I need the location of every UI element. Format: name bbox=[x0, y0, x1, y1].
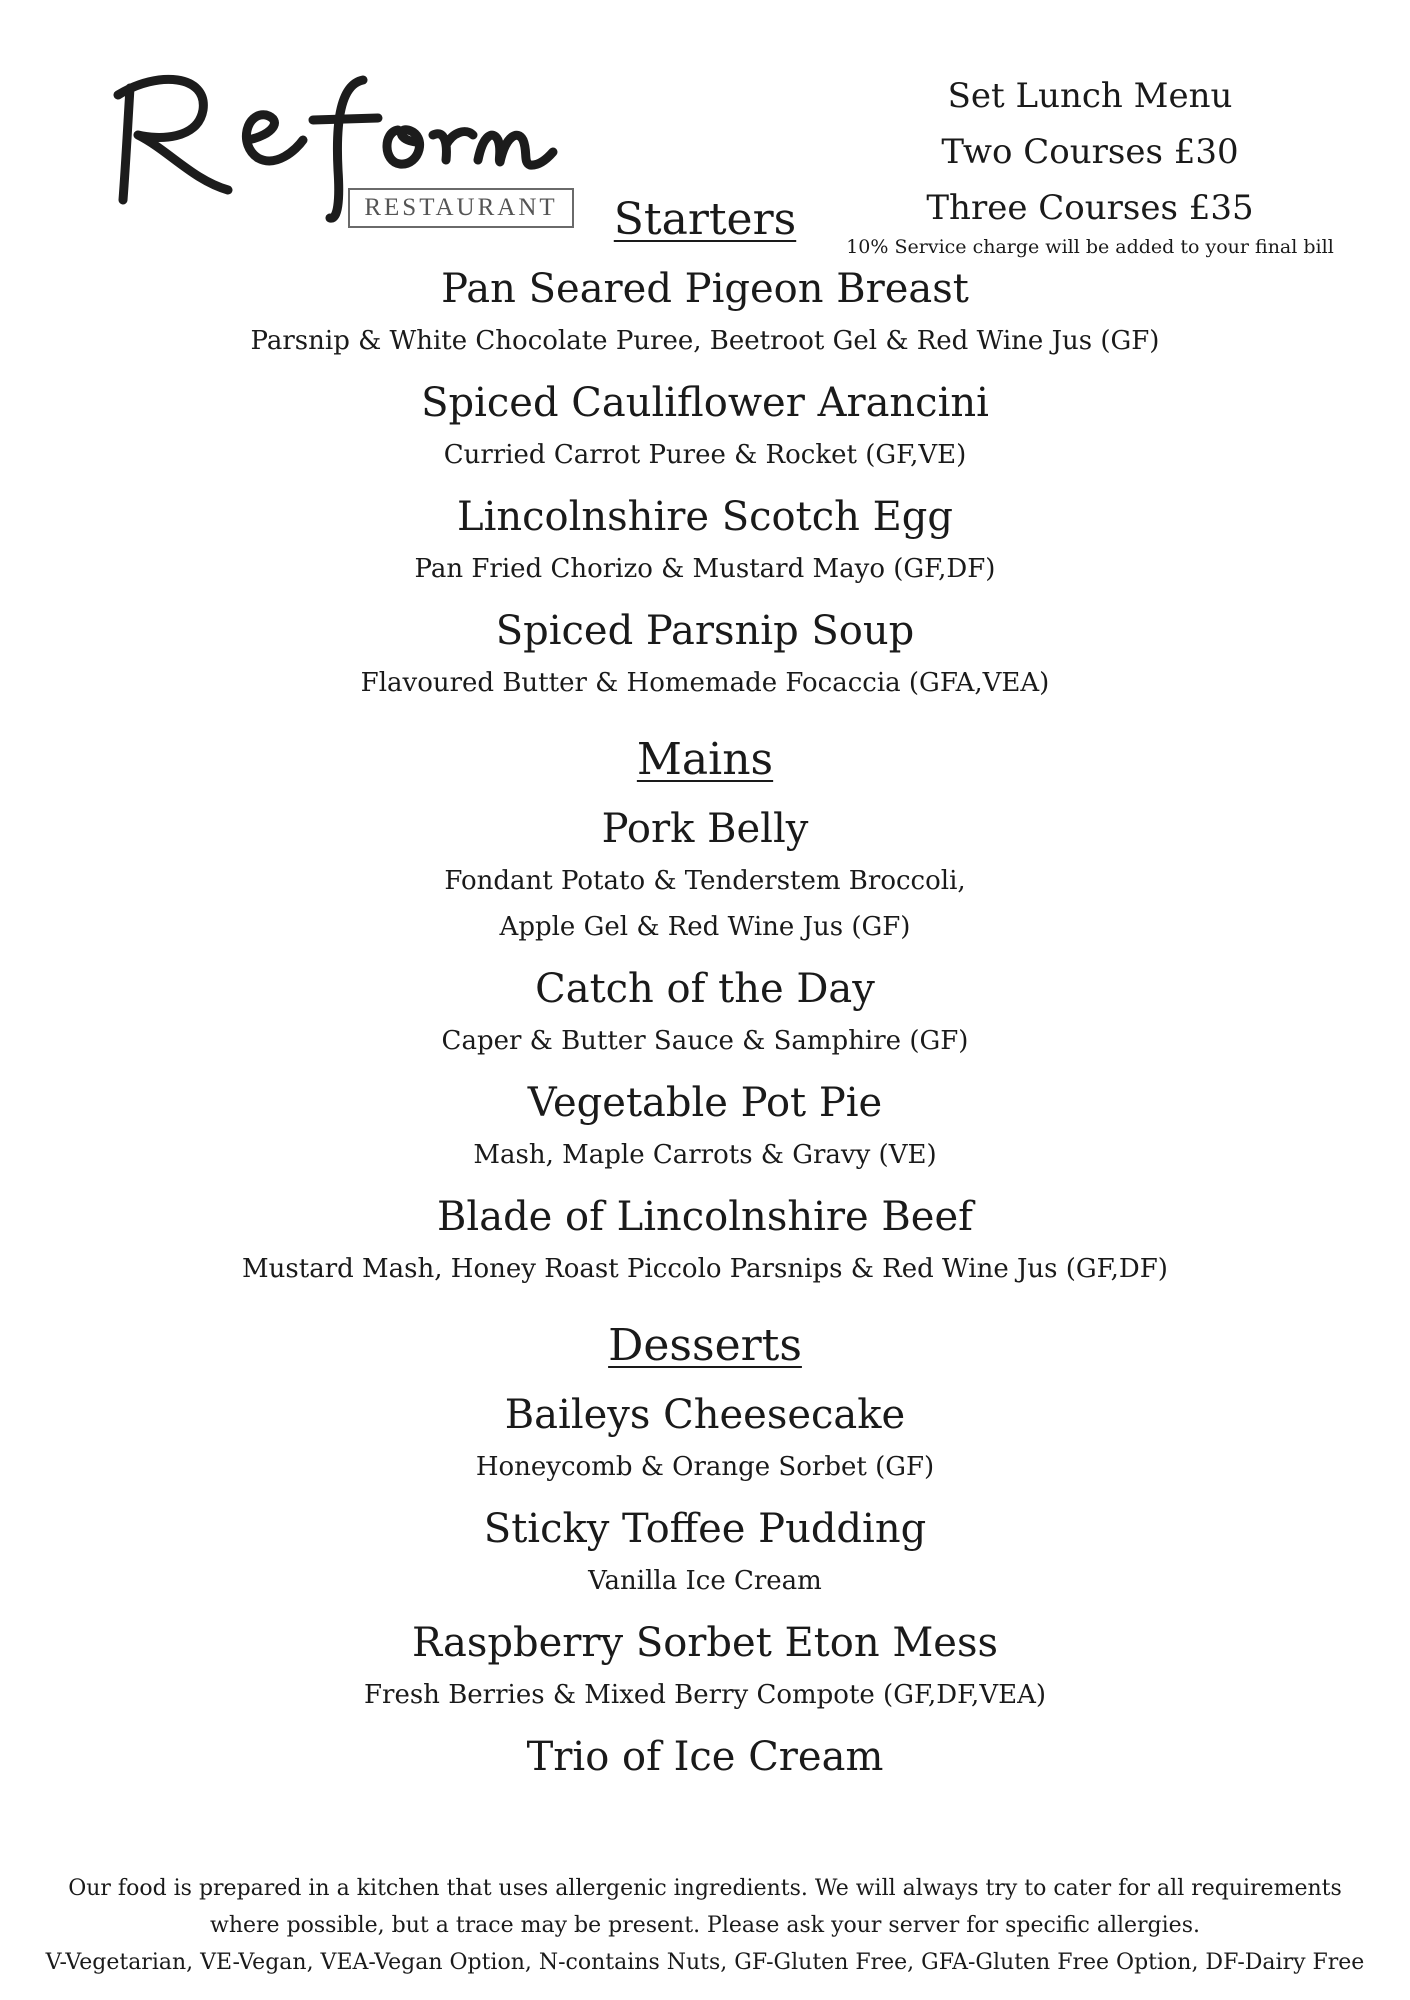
dish-description: Fondant Potato & Tenderstem Broccoli, bbox=[444, 866, 966, 896]
footer-line: Our food is prepared in a kitchen that uses allergenic ingredients. We will always try to cater for all requirements bbox=[68, 1876, 1342, 1901]
dish-name: Spiced Parsnip Soup bbox=[495, 608, 915, 654]
section-desserts bbox=[0, 1316, 1410, 1786]
section-starters bbox=[0, 190, 1410, 706]
dish-description: Parsnip & White Chocolate Puree, Beetroot Gel & Red Wine Jus (GF) bbox=[250, 326, 1160, 356]
dish-description: Mash, Maple Carrots & Gravy (VE) bbox=[473, 1140, 937, 1170]
set-menu-title: Set Lunch Menu bbox=[947, 76, 1233, 116]
dish-name: Sticky Toffee Pudding bbox=[483, 1506, 927, 1552]
section-title: Starters bbox=[613, 194, 797, 245]
dish-description: Vanilla Ice Cream bbox=[588, 1566, 822, 1596]
three-courses-price: Three Courses £35 bbox=[926, 188, 1254, 228]
menu-sections bbox=[0, 190, 1410, 1786]
section-mains bbox=[0, 730, 1410, 1292]
two-courses-price: Two Courses £30 bbox=[941, 132, 1239, 172]
dish-name: Pan Seared Pigeon Breast bbox=[441, 266, 969, 312]
dish-description: Caper & Butter Sauce & Samphire (GF) bbox=[441, 1026, 969, 1056]
dish-name: Vegetable Pot Pie bbox=[527, 1080, 883, 1126]
dish-description: Pan Fried Chorizo & Mustard Mayo (GF,DF) bbox=[414, 554, 996, 584]
dish-name: Pork Belly bbox=[601, 806, 809, 852]
section-title: Mains bbox=[636, 734, 774, 785]
section-title: Desserts bbox=[608, 1320, 802, 1371]
dish-name: Raspberry Sorbet Eton Mess bbox=[411, 1620, 999, 1666]
service-charge-note: 10% Service charge will be added to your final bill bbox=[846, 236, 1334, 258]
footer-line: where possible, but a trace may be present. Please ask your server for specific allergies. bbox=[210, 1913, 1200, 1938]
dish-name: Catch of the Day bbox=[535, 966, 875, 1012]
dish-name: Baileys Cheesecake bbox=[504, 1392, 906, 1438]
logo-restaurant-box: RESTAURANT bbox=[348, 188, 574, 228]
footer-line: V-Vegetarian, VE-Vegan, VEA-Vegan Option, N-contains Nuts, GF-Gluten Free, GFA-Gluten Free Option, DF-Dairy Free bbox=[45, 1950, 1365, 1975]
dish-description: Curried Carrot Puree & Rocket (GF,VE) bbox=[443, 440, 967, 470]
dish-description: Apple Gel & Red Wine Jus (GF) bbox=[499, 912, 911, 942]
dish-name: Lincolnshire Scotch Egg bbox=[457, 494, 953, 540]
dish-description: Mustard Mash, Honey Roast Piccolo Parsnips & Red Wine Jus (GF,DF) bbox=[242, 1254, 1168, 1284]
dish-description: Flavoured Butter & Homemade Focaccia (GFA,VEA) bbox=[360, 668, 1050, 698]
dish-description: Fresh Berries & Mixed Berry Compote (GF,DF,VEA) bbox=[363, 1680, 1047, 1710]
dish-description: Honeycomb & Orange Sorbet (GF) bbox=[475, 1452, 935, 1482]
dish-name: Trio of Ice Cream bbox=[526, 1734, 884, 1780]
dish-name: Blade of Lincolnshire Beef bbox=[437, 1194, 973, 1240]
dish-name: Spiced Cauliflower Arancini bbox=[421, 380, 989, 426]
allergen-footer bbox=[0, 1870, 1410, 1981]
